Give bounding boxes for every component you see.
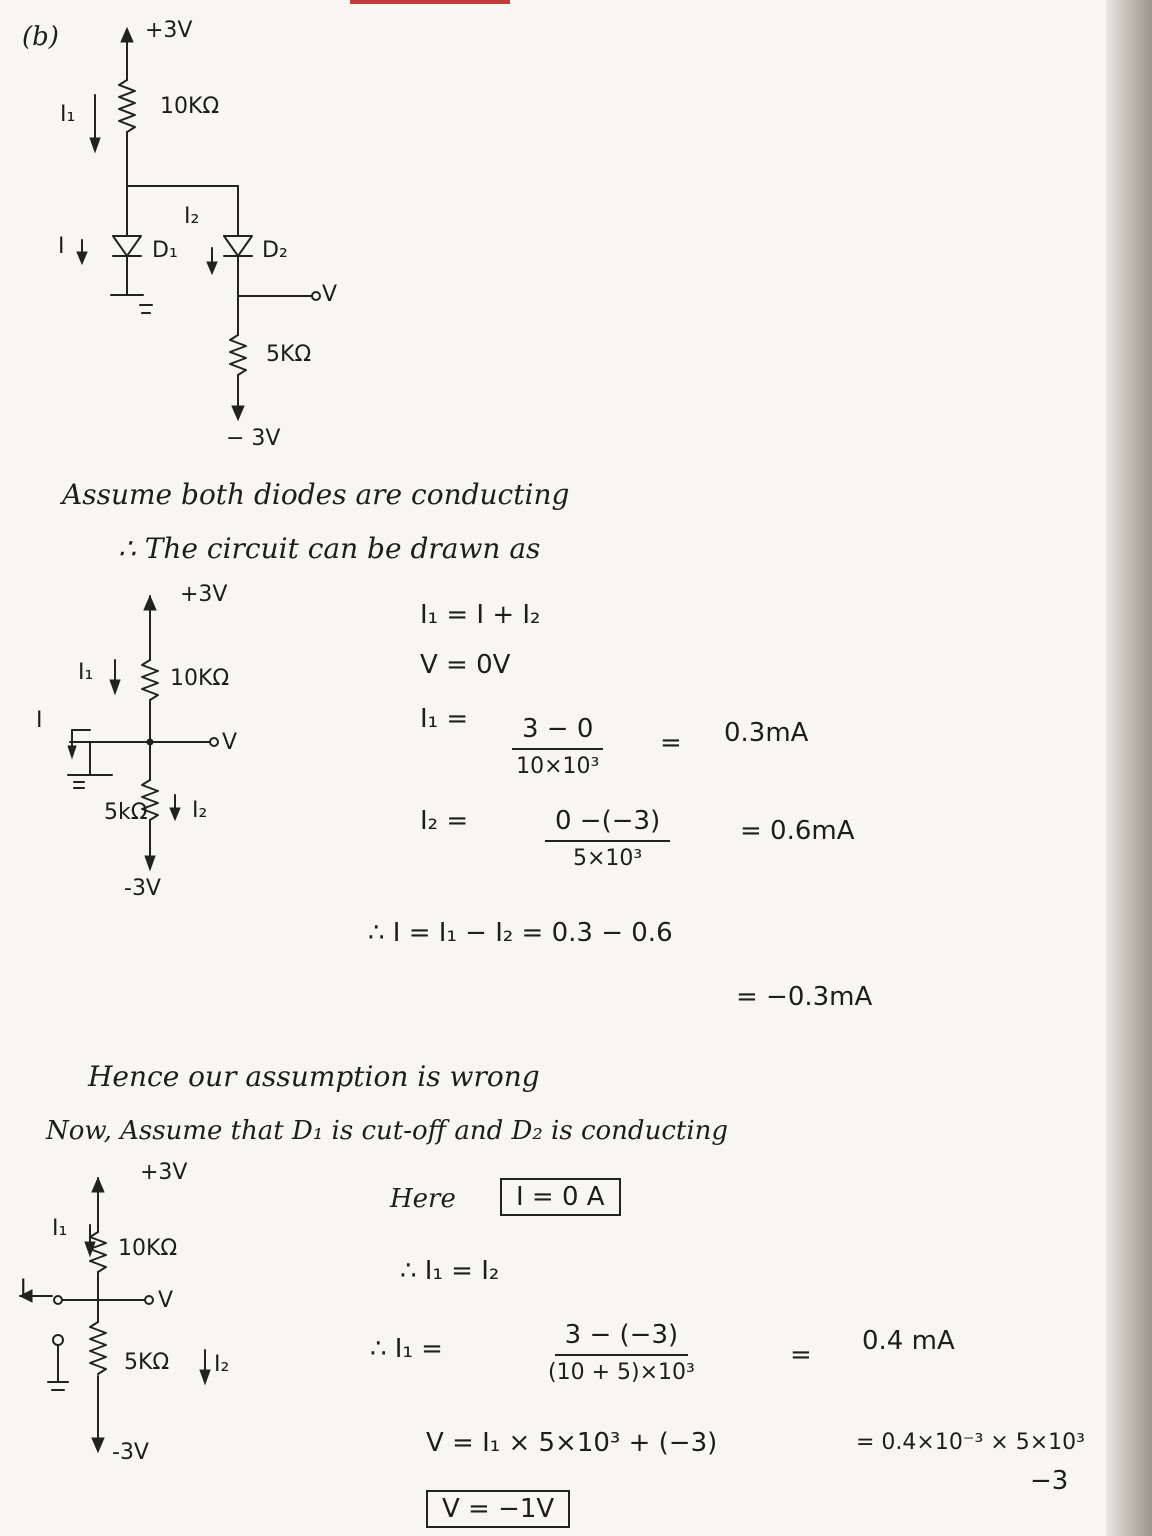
- circuit-3-wires: [20, 1178, 210, 1452]
- c3-vpos-label: +3V: [140, 1160, 188, 1185]
- step2-eq1: ∴ I₁ = I₂: [400, 1256, 500, 1286]
- c3-i1-label: I₁: [52, 1216, 68, 1241]
- step1-eq4-num: 0 −(−3): [545, 806, 670, 842]
- step2-eq2-den: (10 + 5)×10³: [548, 1360, 695, 1385]
- step2-eq2-num: 3 − (−3): [555, 1320, 688, 1356]
- c3-vneg-label: -3V: [112, 1440, 149, 1465]
- step1-eq4-result: = 0.6mA: [740, 816, 855, 846]
- step2-eq2-eq: =: [790, 1340, 812, 1370]
- c1-i2-label: I₂: [184, 204, 200, 229]
- c3-vout-label: V: [158, 1288, 174, 1313]
- c3-r2-label: 5KΩ: [124, 1350, 170, 1375]
- c1-d2-label: D₂: [262, 238, 288, 263]
- step1-eq3-lhs: I₁ =: [420, 704, 469, 734]
- step1-line1: Assume both diodes are conducting: [62, 478, 570, 511]
- c3-i2-label: I₂: [214, 1352, 230, 1377]
- c2-i1-label: I₁: [78, 660, 94, 685]
- c2-r2-label: 5kΩ: [104, 800, 148, 825]
- c1-vpos-label: +3V: [145, 18, 193, 43]
- step2-hence: Hence our assumption is wrong: [88, 1060, 540, 1093]
- part-label: (b): [22, 22, 59, 52]
- c1-vout-label: V: [322, 282, 338, 307]
- c2-vout-label: V: [222, 730, 238, 755]
- step1-eq3-den: 10×10³: [516, 754, 600, 779]
- step1-eq4-den: 5×10³: [572, 846, 643, 871]
- step1-eq3-fraction: [512, 714, 603, 779]
- c2-i2-label: I₂: [192, 798, 208, 823]
- step2-eq2-result: 0.4 mA: [862, 1326, 955, 1356]
- c3-r1-label: 10KΩ: [118, 1236, 178, 1261]
- c1-vneg-label: − 3V: [226, 426, 281, 451]
- step2-eq3-result-2: −3: [1030, 1466, 1069, 1496]
- c1-i1-label: I₁: [60, 102, 76, 127]
- c1-r2-label: 5KΩ: [266, 342, 312, 367]
- step2-eq3-result: = 0.4×10⁻³ × 5×10³: [856, 1430, 1085, 1455]
- c2-vpos-label: +3V: [180, 582, 228, 607]
- step1-eq2: V = 0V: [420, 650, 511, 680]
- step2-eq2-fraction: [548, 1320, 695, 1385]
- step1-eq3-num: 3 − 0: [512, 714, 603, 750]
- step2-i-zero-box: I = 0 A: [500, 1178, 621, 1216]
- step1-eq5: ∴ I = I₁ − I₂ = 0.3 − 0.6: [368, 918, 673, 948]
- step1-eq4-lhs: I₂ =: [420, 806, 469, 836]
- c3-i-label: I: [20, 1276, 27, 1301]
- step1-eq4-fraction: [545, 806, 670, 871]
- step1-eq3-eq: =: [660, 728, 682, 758]
- step1-eq6: = −0.3mA: [736, 982, 873, 1012]
- c1-r1-label: 10KΩ: [160, 94, 220, 119]
- c1-d1-label: D₁: [152, 238, 178, 263]
- step1-eq1: I₁ = I + I₂: [420, 600, 541, 630]
- c2-r1-label: 10KΩ: [170, 666, 230, 691]
- c2-vneg-label: -3V: [124, 876, 161, 901]
- step1-line2: ∴ The circuit can be drawn as: [118, 532, 541, 565]
- step2-eq3: V = I₁ × 5×10³ + (−3): [426, 1428, 718, 1458]
- circuit-2-wires: [68, 596, 218, 870]
- c2-i-label: I: [36, 708, 43, 733]
- step2-here: Here: [390, 1184, 456, 1214]
- step2-now: Now, Assume that D₁ is cut-off and D₂ is conducting: [46, 1116, 729, 1146]
- c1-i-label: I: [58, 234, 65, 259]
- final-answer-box: V = −1V: [426, 1490, 570, 1528]
- step1-eq3-result: 0.3mA: [724, 718, 809, 748]
- step2-eq2-lhs: ∴ I₁ =: [370, 1334, 443, 1364]
